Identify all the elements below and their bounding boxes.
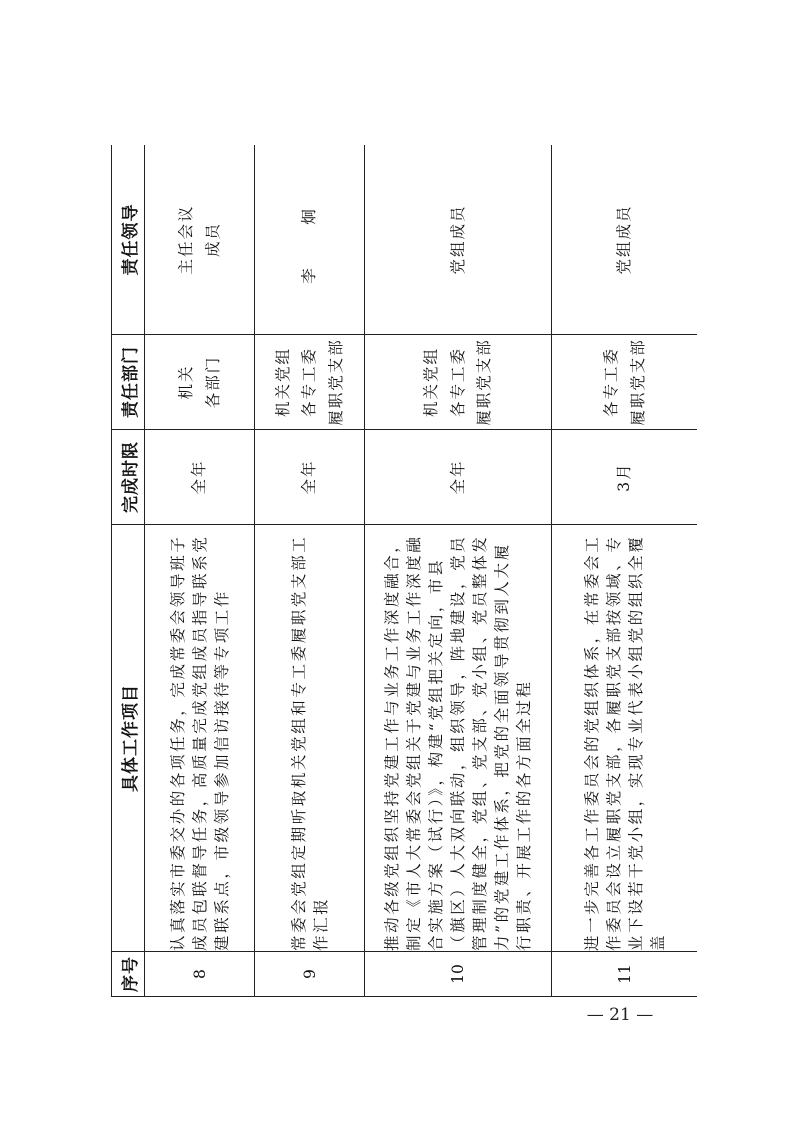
row-deadline: 全年 [145, 430, 255, 525]
header-leader: 责任领导 [112, 145, 145, 335]
row-leader [145, 145, 255, 335]
rotated-table-area [111, 145, 697, 997]
row-item: 推动各级党组织坚持党建工作与业务工作深度融合，制定《市人大常委会党组关于党建与业务工作深度融合实施方案（试行）》，构建“党组把关定向，市县（旗区）人大双向联动，组织领导，阵地建设，党员管理制度健全，党组、党支部、党小组、党员整体发力”的党建工作体系，把党的全面领导贯彻到人大履行职责、开展工作的各方面全过程 [365, 525, 552, 952]
header-no: 序号 [112, 952, 145, 997]
department-line: 各专工委 [602, 347, 621, 418]
row-number: 10 [365, 952, 552, 997]
row-number: 9 [255, 952, 365, 997]
row-deadline: 3月 [552, 430, 698, 525]
row-item: 认真落实市委交办的各项任务，完成常委会领导班子成员包联督导任务，高质量完成党组成员指导联系党建联系点，市级领导参加信访接待等专项工作 [145, 525, 255, 952]
row-item: 常委会党组定期听取机关党组和专工委履职党支部工作汇报 [255, 525, 365, 952]
department-line: 履职党支部 [326, 338, 345, 426]
row-department [255, 335, 365, 430]
department-line: 各部门 [203, 355, 222, 409]
leader-line: 党组成员 [448, 204, 467, 275]
page-number: — 21 — [586, 1005, 654, 1025]
row-item: 进一步完善各工作委员会的党组织体系，在常委会工作委员会设立履职党支部，各履职党支部按领域、专业下设若干党小组，实现专业代表小组党的组织全覆盖 [552, 525, 698, 952]
row-leader [365, 145, 552, 335]
leader-line: 成员 [203, 222, 222, 258]
header-item: 具体工作项目 [112, 525, 145, 952]
row-number: 8 [145, 952, 255, 997]
row-department [365, 335, 552, 430]
header-department: 责任部门 [112, 335, 145, 430]
header-deadline: 完成时限 [112, 430, 145, 525]
department-line: 各专工委 [448, 347, 467, 418]
row-deadline: 全年 [365, 430, 552, 525]
row-leader [552, 145, 698, 335]
table-row-10 [365, 145, 552, 997]
department-line: 机关 [177, 364, 196, 400]
table-row-9 [255, 145, 365, 997]
department-line: 履职党支部 [475, 338, 494, 426]
rotated-table-wrapper [111, 145, 697, 997]
table-row-8 [145, 145, 255, 997]
leader-line: 李 炯 [300, 195, 319, 284]
work-items-table [111, 145, 697, 997]
department-line: 各专工委 [300, 347, 319, 418]
department-line: 机关党组 [422, 347, 441, 418]
row-department [145, 335, 255, 430]
leader-line: 党组成员 [615, 204, 634, 275]
table-header-row [112, 145, 145, 997]
table-row-11 [552, 145, 698, 997]
department-line: 机关党组 [273, 347, 292, 418]
department-line: 履职党支部 [628, 338, 647, 426]
row-department [552, 335, 698, 430]
row-leader [255, 145, 365, 335]
leader-line: 主任会议 [177, 204, 196, 275]
row-number: 11 [552, 952, 698, 997]
row-deadline: 全年 [255, 430, 365, 525]
